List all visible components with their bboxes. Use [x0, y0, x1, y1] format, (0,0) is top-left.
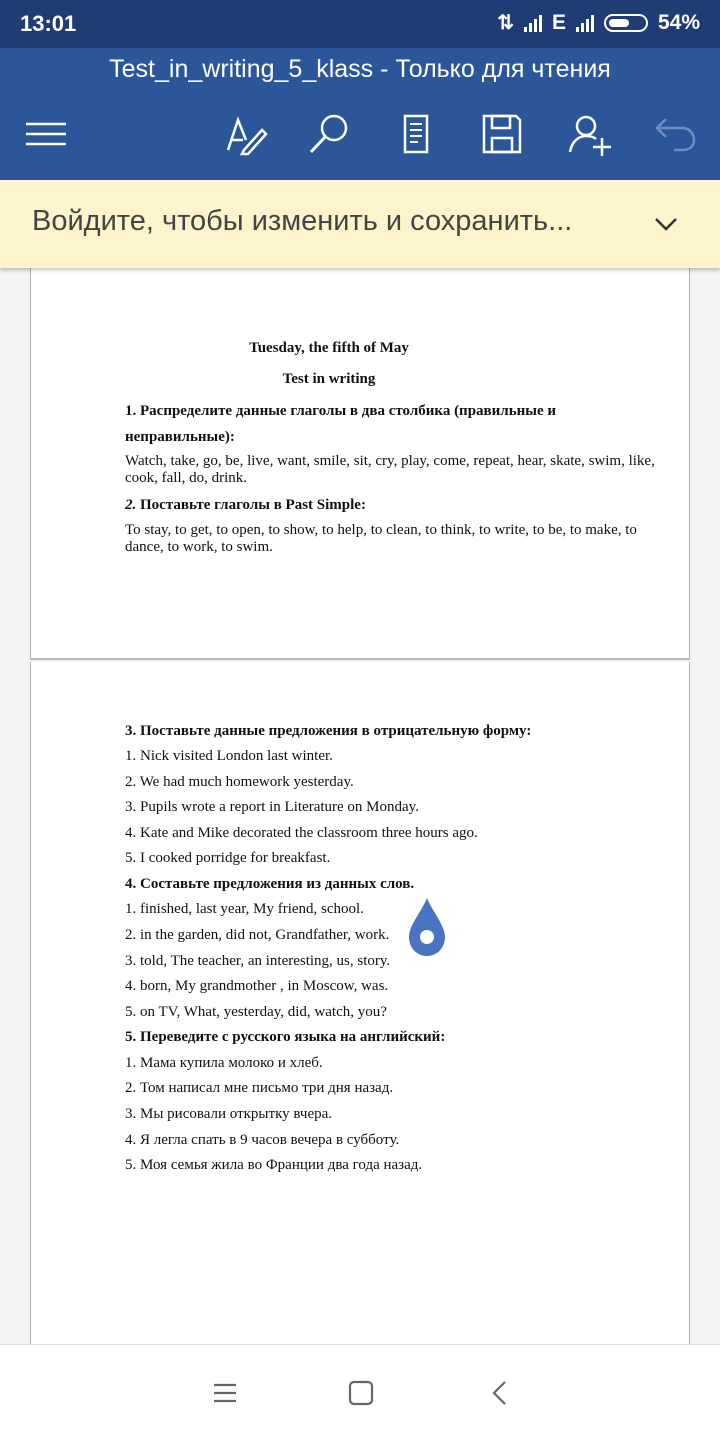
task3-item: 2. We had much homework yesterday.: [125, 774, 354, 790]
task3-item: 4. Kate and Mike decorated the classroom three hours ago.: [125, 825, 478, 841]
task5-title: 5. Переведите с русского языка на английский:: [125, 1029, 446, 1045]
task1-title-line1: 1. Распределите данные глаголы в два столбика (правильные и: [125, 403, 557, 419]
task3-title: 3. Поставьте данные предложения в отрицательную форму:: [125, 723, 532, 739]
task2-words: To stay, to get, to open, to show, to help, to clean, to think, to write, to be, to make, to dance, to work, to swim.: [125, 522, 637, 555]
signal-icon: [524, 14, 542, 32]
chevron-down-icon[interactable]: [652, 210, 680, 238]
signal-icon-2: [576, 14, 594, 32]
task4-item: 2. in the garden, did not, Grandfather, work.: [125, 927, 390, 943]
battery-icon: [604, 14, 648, 32]
task3-item: 1. Nick visited London last winter.: [125, 748, 333, 764]
task2-title: [125, 497, 366, 514]
system-navigation-bar: [0, 1344, 720, 1441]
search-icon[interactable]: [306, 110, 354, 158]
status-bar: [0, 0, 720, 48]
share-icon[interactable]: [566, 110, 614, 158]
reading-view-icon[interactable]: [392, 110, 440, 158]
task2-title-text: Поставьте глаголы в Past Simple:: [136, 497, 366, 513]
data-transfer-icon: ⇅: [497, 12, 514, 34]
sign-in-banner[interactable]: [0, 180, 720, 268]
doc-heading: Test in writing: [282, 371, 376, 387]
edit-icon[interactable]: [222, 110, 270, 158]
app-bar: [0, 48, 720, 180]
task1-title-line2: неправильные):: [125, 429, 235, 445]
task4-item: 4. born, My grandmother , in Moscow, was.: [125, 978, 389, 994]
undo-icon[interactable]: [652, 110, 700, 158]
cursor-handle-icon[interactable]: [408, 897, 446, 957]
recent-apps-icon[interactable]: [211, 1379, 239, 1407]
task5-item: 1. Мама купила молоко и хлеб.: [125, 1055, 323, 1071]
task5-item: 4. Я легла спать в 9 часов вечера в субботу.: [125, 1132, 400, 1148]
battery-level: 54%: [657, 10, 700, 34]
task5-item: 3. Мы рисовали открытку вчера.: [125, 1106, 333, 1122]
status-time: 13:01: [20, 11, 77, 36]
network-type: E: [551, 10, 566, 34]
task5-item: 2. Том написал мне письмо три дня назад.: [125, 1080, 394, 1096]
task4-item: 3. told, The teacher, an interesting, us, story.: [125, 953, 391, 969]
document-title: Test_in_writing_5_klass - Только для чтения: [109, 55, 611, 83]
menu-icon[interactable]: [22, 110, 70, 158]
save-icon[interactable]: [478, 110, 526, 158]
task4-item: 5. on TV, What, yesterday, did, watch, you?: [125, 1004, 387, 1020]
task4-title: 4. Составьте предложения из данных слов.: [125, 876, 415, 892]
task3-item: 3. Pupils wrote a report in Literature on Monday.: [125, 799, 419, 815]
task3-item: 5. I cooked porridge for breakfast.: [125, 850, 331, 866]
document-page-2: [30, 662, 690, 1344]
document-page-1: [30, 268, 690, 660]
document-view[interactable]: [30, 268, 690, 1344]
back-icon[interactable]: [486, 1379, 514, 1407]
doc-date: Tuesday, the fifth of May: [249, 340, 409, 356]
sign-in-message: Войдите, чтобы изменить и сохранить...: [32, 205, 573, 237]
task1-words: Watch, take, go, be, live, want, smile, sit, cry, play, come, repeat, hear, skate, swim, like, cook, fall, do, drink.: [125, 453, 655, 486]
home-icon[interactable]: [347, 1379, 375, 1407]
task4-item: 1. finished, last year, My friend, school.: [125, 901, 364, 917]
task2-number: 2.: [125, 497, 137, 513]
task5-item: 5. Моя семья жила во Франции два года назад.: [125, 1157, 423, 1173]
